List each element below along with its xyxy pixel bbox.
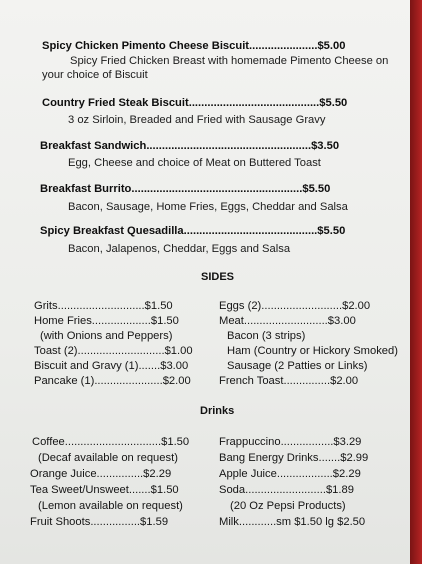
item-title: Spicy Chicken Pimento Cheese Biscuit......................$5.00 bbox=[42, 40, 346, 52]
item-title: Country Fried Steak Biscuit..........................................$5.50 bbox=[42, 97, 348, 109]
side-item: Biscuit and Gravy (1).......$3.00 bbox=[34, 360, 189, 372]
menu-cover-edge bbox=[410, 0, 422, 564]
side-note: Bacon (3 strips) bbox=[227, 330, 306, 342]
drink-item: Frappuccino.................$3.29 bbox=[219, 436, 362, 448]
sides-heading: SIDES bbox=[201, 271, 235, 283]
side-item: Toast (2)............................$1.00 bbox=[34, 345, 193, 357]
drink-item: Soda..........................$1.89 bbox=[219, 484, 354, 496]
item-title: Breakfast Burrito.......................................................$5.50 bbox=[40, 183, 331, 195]
drinks-heading: Drinks bbox=[200, 405, 235, 417]
side-item: Pancake (1)......................$2.00 bbox=[34, 375, 191, 387]
drink-note: (Decaf available on request) bbox=[38, 452, 178, 464]
drink-item: Milk............sm $1.50 lg $2.50 bbox=[219, 516, 366, 528]
item-description: Spicy Fried Chicken Breast with homemade Pimento Cheese on bbox=[70, 55, 389, 67]
side-note: Sausage (2 Patties or Links) bbox=[227, 360, 368, 372]
drink-item: Fruit Shoots................$1.59 bbox=[30, 516, 169, 528]
side-note: (with Onions and Peppers) bbox=[40, 330, 173, 342]
item-description: Egg, Cheese and choice of Meat on Buttered Toast bbox=[68, 157, 321, 169]
item-title: Breakfast Sandwich.....................................................$3.50 bbox=[40, 140, 340, 152]
drink-note: (Lemon available on request) bbox=[38, 500, 183, 512]
item-title: Spicy Breakfast Quesadilla...........................................$5.50 bbox=[40, 225, 346, 237]
drink-item: Orange Juice...............$2.29 bbox=[30, 468, 172, 480]
side-item: French Toast...............$2.00 bbox=[219, 375, 359, 387]
side-item: Eggs (2)..........................$2.00 bbox=[219, 300, 371, 312]
drink-item: Tea Sweet/Unsweet.......$1.50 bbox=[30, 484, 179, 496]
item-description: Bacon, Jalapenos, Cheddar, Eggs and Salsa bbox=[68, 243, 291, 255]
drink-note: (20 Oz Pepsi Products) bbox=[230, 500, 346, 512]
side-item: Grits............................$1.50 bbox=[34, 300, 173, 312]
side-note: Ham (Country or Hickory Smoked) bbox=[227, 345, 398, 357]
item-description: your choice of Biscuit bbox=[42, 69, 148, 81]
side-item: Meat...........................$3.00 bbox=[219, 315, 356, 327]
drink-item: Apple Juice..................$2.29 bbox=[219, 468, 361, 480]
drink-item: Bang Energy Drinks.......$2.99 bbox=[219, 452, 369, 464]
item-description: Bacon, Sausage, Home Fries, Eggs, Cheddar and Salsa bbox=[68, 201, 348, 213]
item-description: 3 oz Sirloin, Breaded and Fried with Sausage Gravy bbox=[68, 114, 326, 126]
side-item: Home Fries...................$1.50 bbox=[34, 315, 179, 327]
drink-item: Coffee...............................$1.50 bbox=[32, 436, 190, 448]
